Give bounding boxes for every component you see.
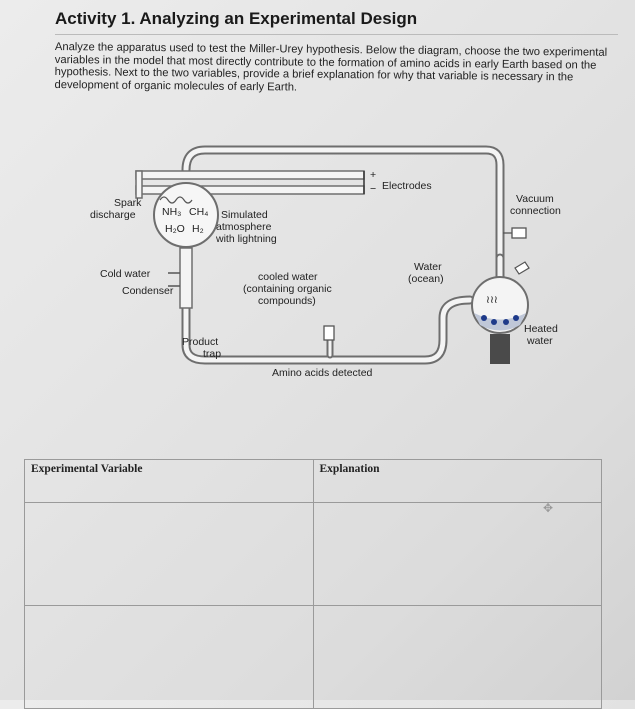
variables-table [24, 459, 602, 709]
plus-sign: + [370, 169, 377, 181]
spark-label-1: Spark [114, 197, 142, 209]
simulated-label-3: with lightning [216, 233, 277, 245]
heated-label-1: Heated [524, 323, 558, 335]
cold-water-label: Cold water [100, 268, 151, 280]
amino-acids-label: Amino acids detected [272, 367, 373, 379]
water-label-1: Water [414, 261, 442, 273]
cooled-label-3: compounds) [258, 295, 316, 307]
condenser-label: Condenser [122, 285, 174, 297]
heated-label-2: water [527, 335, 553, 347]
header-experimental-variable: Experimental Variable [25, 460, 314, 503]
variable-cell-1[interactable] [25, 503, 314, 606]
gas-ch4: CH₄ [189, 206, 209, 218]
gas-h2: H₂ [192, 223, 204, 235]
gas-nh3: NH₃ [162, 206, 182, 218]
variable-cell-2[interactable] [25, 606, 314, 709]
cooled-label-2: (containing organic [243, 283, 332, 295]
table-row [25, 503, 602, 606]
product-label-2: trap [203, 348, 222, 360]
stopcock-icon [324, 326, 334, 340]
simulated-label-2: atmosphere [216, 221, 272, 233]
header-explanation: Explanation [313, 460, 602, 503]
vacuum-label-2: connection [510, 205, 561, 217]
simulated-label-1: Simulated [221, 209, 268, 221]
tubing [186, 150, 500, 360]
table-move-handle-icon[interactable]: ✥ [543, 501, 554, 515]
ocean-flask [472, 262, 529, 364]
electrodes-label: Electrodes [382, 180, 432, 192]
condenser [168, 248, 192, 308]
instructions-text: Analyze the apparatus used to test the Miller-Urey hypothesis. Below the diagram, choose the two experimental variables in the model that most directly contribute to the formation of amino acids in early Earth based on the hypothesis. Next to the two variables, provide a brief explanation for why that variable is necessary in the development of organic molecules of early Earth. [54, 41, 608, 94]
cooled-label-1: cooled water [258, 271, 318, 283]
table-row [25, 606, 602, 709]
spark-label-2: discharge [90, 209, 136, 221]
explanation-cell-1[interactable] [313, 503, 602, 606]
gas-h2o: H₂O [165, 223, 185, 235]
explanation-cell-2[interactable] [313, 606, 602, 709]
product-label-1: Product [182, 336, 219, 348]
vacuum-valve-icon [503, 228, 526, 238]
minus-sign: − [370, 183, 377, 195]
activity-title: Activity 1. Analyzing an Experimental Design [55, 9, 418, 28]
table-header-row [25, 460, 602, 503]
water-label-2: (ocean) [408, 273, 444, 285]
wavy-lines-icon: ≀≀≀ [486, 294, 498, 306]
vacuum-label-1: Vacuum [516, 193, 554, 205]
